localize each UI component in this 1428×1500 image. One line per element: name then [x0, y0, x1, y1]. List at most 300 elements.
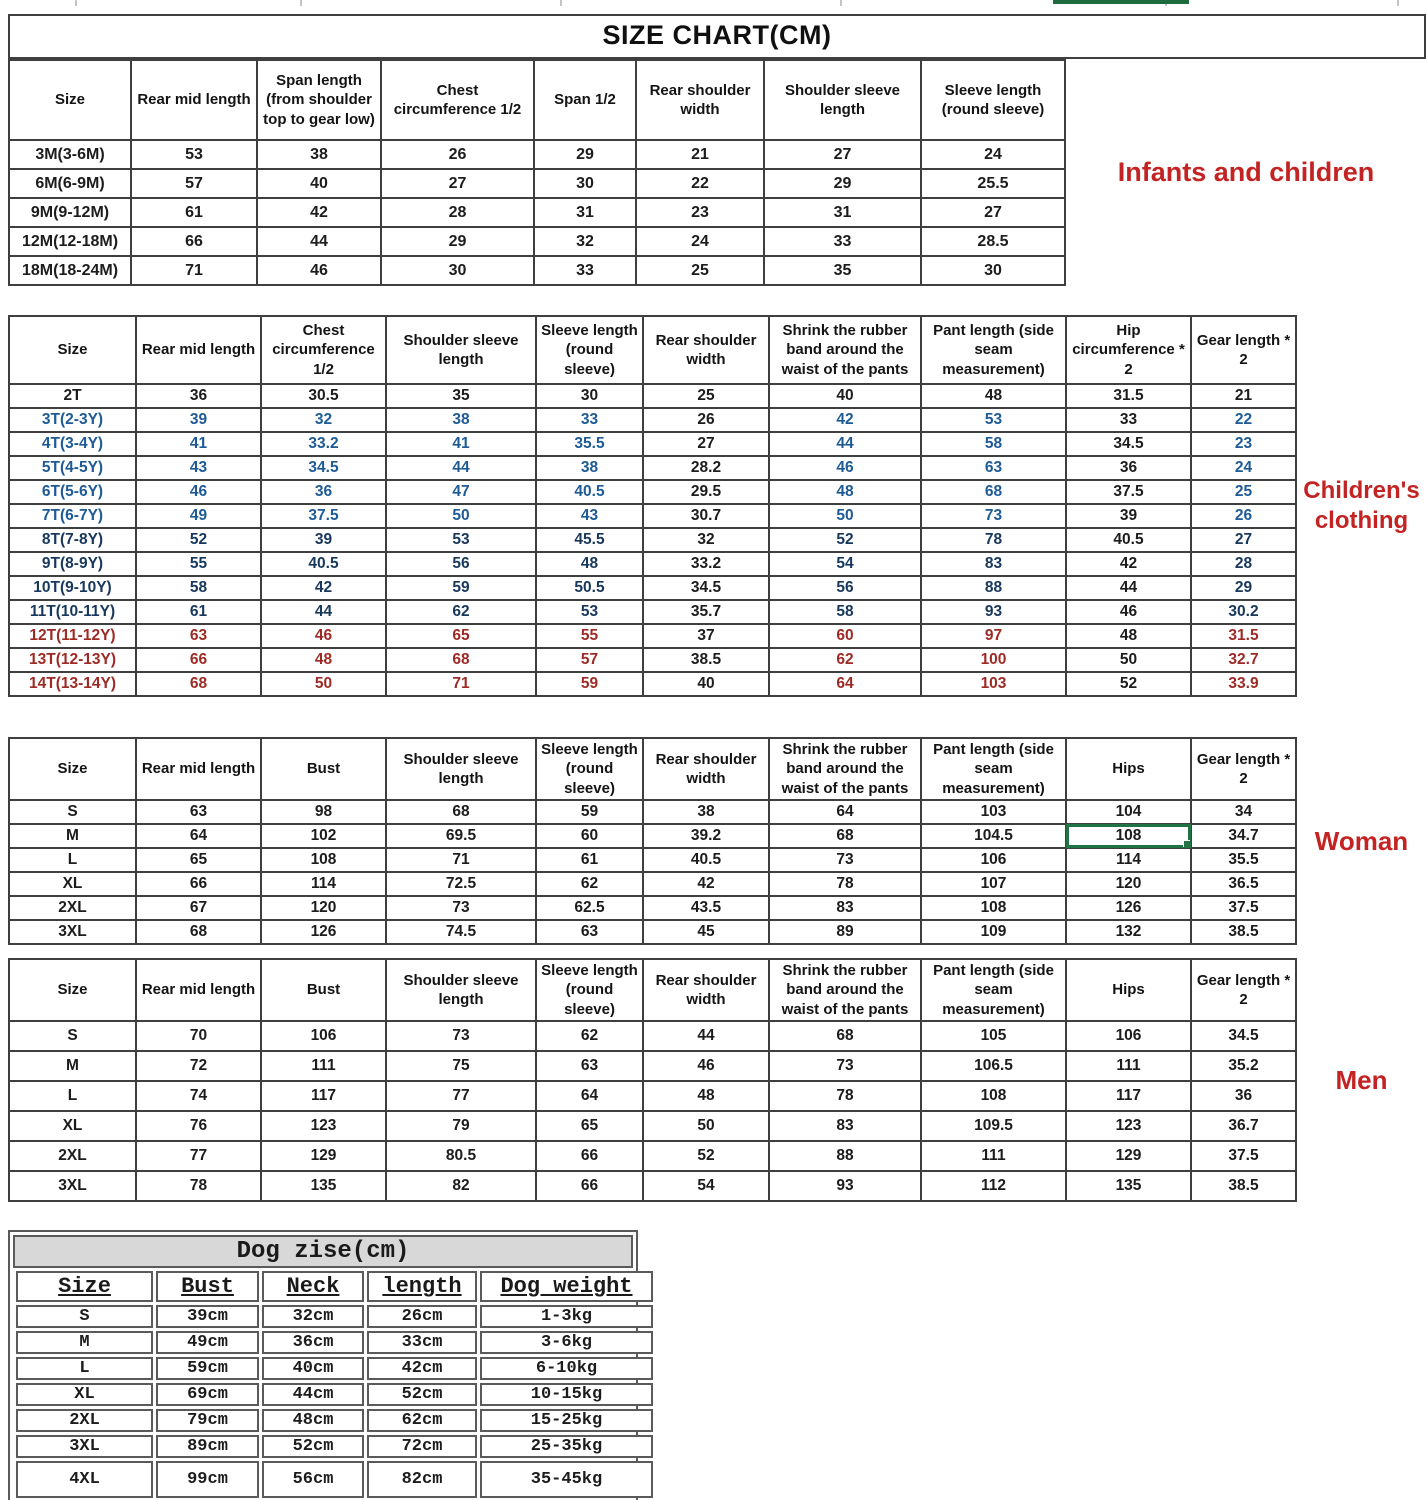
table-cell: 68: [386, 800, 536, 824]
column-header: Shoulder sleeve length: [764, 60, 921, 140]
size-cell: XL: [9, 1111, 136, 1141]
size-cell: 9T(8-9Y): [9, 552, 136, 576]
table-cell: 50: [1066, 648, 1191, 672]
table-cell: 61: [131, 198, 257, 227]
table-cell: 42: [769, 408, 921, 432]
column-header: Sleeve length (round sleeve): [536, 738, 643, 800]
table-cell: 64: [769, 672, 921, 696]
table-cell: 21: [636, 140, 764, 169]
size-cell: L: [9, 1081, 136, 1111]
column-header: Chest circumference 1/2: [381, 60, 534, 140]
size-cell: S: [9, 1021, 136, 1051]
table-cell: 66: [136, 648, 261, 672]
table-cell: 36cm: [262, 1331, 364, 1354]
table-cell: 88: [769, 1141, 921, 1171]
size-cell: 10T(9-10Y): [9, 576, 136, 600]
table-cell: 30: [921, 256, 1065, 285]
table-cell: 66: [536, 1171, 643, 1201]
size-cell: 9M(9-12M): [9, 198, 131, 227]
size-cell: L: [9, 848, 136, 872]
table-cell: 40.5: [1066, 528, 1191, 552]
table-cell: 109.5: [921, 1111, 1066, 1141]
table-cell: 66: [136, 872, 261, 896]
table-row: [9, 1141, 1296, 1171]
table-row: [16, 1383, 653, 1406]
column-header: Shoulder sleeve length: [386, 738, 536, 800]
table-cell: 36: [1191, 1081, 1296, 1111]
table-cell: 55: [136, 552, 261, 576]
table-cell: 66: [536, 1141, 643, 1171]
table-cell: 23: [636, 198, 764, 227]
table-cell: 31.5: [1066, 384, 1191, 408]
table-cell: 28: [1191, 552, 1296, 576]
table-cell: 38.5: [643, 648, 769, 672]
table-cell: 26: [1191, 504, 1296, 528]
woman-size-table: [8, 737, 1297, 945]
table-cell: 59: [536, 672, 643, 696]
table-row: [9, 140, 1065, 169]
table-cell: 37.5: [1191, 896, 1296, 920]
column-header: Gear length * 2: [1191, 738, 1296, 800]
table-row: [9, 1111, 1296, 1141]
size-cell: XL: [9, 872, 136, 896]
table-cell: 25.5: [921, 169, 1065, 198]
table-cell: 29: [534, 140, 636, 169]
table-row: [9, 576, 1296, 600]
column-header: Hips: [1066, 738, 1191, 800]
table-cell: 37.5: [1066, 480, 1191, 504]
table-cell: 54: [769, 552, 921, 576]
infants-table-section: [8, 14, 1426, 286]
table-cell: 46: [643, 1051, 769, 1081]
size-cell: S: [16, 1305, 153, 1328]
table-cell: 57: [131, 169, 257, 198]
table-cell: 78: [769, 872, 921, 896]
header-row: [16, 1271, 653, 1302]
table-cell: 68: [136, 672, 261, 696]
table-cell: 38: [257, 140, 381, 169]
table-cell: 46: [1066, 600, 1191, 624]
table-cell: 73: [769, 848, 921, 872]
table-cell: 23: [1191, 432, 1296, 456]
table-cell: 68: [769, 1021, 921, 1051]
table-cell: 37.5: [1191, 1141, 1296, 1171]
table-cell: 53: [536, 600, 643, 624]
size-cell: 11T(10-11Y): [9, 600, 136, 624]
table-row: [9, 384, 1296, 408]
table-cell: 22: [1191, 408, 1296, 432]
table-cell: 52cm: [262, 1435, 364, 1458]
table-cell: 69.5: [386, 824, 536, 848]
table-cell: 60: [536, 824, 643, 848]
table-cell: 76: [136, 1111, 261, 1141]
table-cell: 103: [921, 672, 1066, 696]
table-cell: 27: [921, 198, 1065, 227]
table-cell: 46: [136, 480, 261, 504]
table-cell: 62.5: [536, 896, 643, 920]
table-cell: 36: [136, 384, 261, 408]
table-cell: 40cm: [262, 1357, 364, 1380]
table-cell: 50: [261, 672, 386, 696]
column-header: Shoulder sleeve length: [386, 316, 536, 384]
table-cell: 42cm: [367, 1357, 477, 1380]
table-cell: 35: [386, 384, 536, 408]
table-row: [9, 800, 1296, 824]
size-cell: 3XL: [9, 920, 136, 944]
table-cell: 43: [136, 456, 261, 480]
table-cell: 52: [643, 1141, 769, 1171]
table-cell: 31.5: [1191, 624, 1296, 648]
table-cell: 70: [136, 1021, 261, 1051]
table-cell: 50: [769, 504, 921, 528]
table-cell: 28: [381, 198, 534, 227]
table-cell: 103: [921, 800, 1066, 824]
table-cell: 48cm: [262, 1409, 364, 1432]
column-header: Bust: [261, 738, 386, 800]
column-header: length: [367, 1271, 477, 1302]
table-cell: 29.5: [643, 480, 769, 504]
table-cell: 72cm: [367, 1435, 477, 1458]
table-cell: 39cm: [156, 1305, 259, 1328]
table-cell: 77: [136, 1141, 261, 1171]
table-cell: 46: [769, 456, 921, 480]
table-cell: 41: [136, 432, 261, 456]
table-cell: 42: [261, 576, 386, 600]
grid-tick: [300, 0, 302, 6]
table-cell: 32cm: [262, 1305, 364, 1328]
table-row: [9, 227, 1065, 256]
table-cell: 30.7: [643, 504, 769, 528]
table-cell: 27: [643, 432, 769, 456]
table-cell: 33: [1066, 408, 1191, 432]
table-cell: 30.2: [1191, 600, 1296, 624]
table-row: [16, 1461, 653, 1498]
size-cell: M: [9, 824, 136, 848]
table-cell: 64: [536, 1081, 643, 1111]
table-cell: 73: [386, 896, 536, 920]
table-cell: 106.5: [921, 1051, 1066, 1081]
table-cell: 63: [136, 800, 261, 824]
column-header: Shoulder sleeve length: [386, 959, 536, 1021]
table-cell: 48: [1066, 624, 1191, 648]
table-cell: 78: [136, 1171, 261, 1201]
table-cell: 63: [136, 624, 261, 648]
table-cell: 105: [921, 1021, 1066, 1051]
column-header: Hip circumference * 2: [1066, 316, 1191, 384]
size-cell: 12T(11-12Y): [9, 624, 136, 648]
table-cell: 65: [536, 1111, 643, 1141]
table-cell: 37.5: [261, 504, 386, 528]
table-cell: 35.5: [1191, 848, 1296, 872]
infants-size-table: [8, 59, 1066, 286]
table-cell: 135: [1066, 1171, 1191, 1201]
table-cell: 35.5: [536, 432, 643, 456]
table-cell: 123: [261, 1111, 386, 1141]
table-cell: 93: [769, 1171, 921, 1201]
table-cell: 53: [131, 140, 257, 169]
table-cell: 25: [643, 384, 769, 408]
table-row: [9, 896, 1296, 920]
table-cell: 106: [921, 848, 1066, 872]
table-cell: 27: [1191, 528, 1296, 552]
table-cell: 32: [261, 408, 386, 432]
table-cell: 79: [386, 1111, 536, 1141]
table-row: [9, 648, 1296, 672]
table-cell: 62: [536, 872, 643, 896]
table-row: [9, 256, 1065, 285]
table-row: [9, 920, 1296, 944]
column-header: Span 1/2: [534, 60, 636, 140]
table-cell: 99cm: [156, 1461, 259, 1498]
children-table-section: [8, 315, 1426, 697]
table-cell: 73: [921, 504, 1066, 528]
table-cell: 68: [136, 920, 261, 944]
table-cell: 6-10kg: [480, 1357, 653, 1380]
table-cell: 53: [386, 528, 536, 552]
size-cell: 2XL: [16, 1409, 153, 1432]
size-cell: 3XL: [9, 1171, 136, 1201]
column-header: Sleeve length (round sleeve): [536, 959, 643, 1021]
table-cell: 42: [643, 872, 769, 896]
table-cell: 117: [1066, 1081, 1191, 1111]
column-header: Neck: [262, 1271, 364, 1302]
table-cell: 54: [643, 1171, 769, 1201]
table-cell: 42: [1066, 552, 1191, 576]
table-cell: 48: [643, 1081, 769, 1111]
table-cell: 71: [386, 848, 536, 872]
table-cell: 129: [1066, 1141, 1191, 1171]
table-cell: 1-3kg: [480, 1305, 653, 1328]
size-cell: 13T(12-13Y): [9, 648, 136, 672]
size-cell: 3M(3-6M): [9, 140, 131, 169]
table-cell: 73: [386, 1021, 536, 1051]
table-cell: 100: [921, 648, 1066, 672]
table-cell: 62: [386, 600, 536, 624]
table-cell: 43: [536, 504, 643, 528]
table-cell: 33: [536, 408, 643, 432]
men-table-section: [8, 958, 1426, 1202]
header-row: [9, 738, 1296, 800]
table-cell: 50: [643, 1111, 769, 1141]
size-cell: 6T(5-6Y): [9, 480, 136, 504]
dog-table-section: [8, 1230, 638, 1500]
table-cell: 78: [921, 528, 1066, 552]
table-cell: 65: [386, 624, 536, 648]
table-cell: 35-45kg: [480, 1461, 653, 1498]
table-cell: 35.2: [1191, 1051, 1296, 1081]
table-cell: 111: [1066, 1051, 1191, 1081]
table-row: [9, 480, 1296, 504]
table-cell: 25: [1191, 480, 1296, 504]
table-cell: 79cm: [156, 1409, 259, 1432]
size-cell: 3T(2-3Y): [9, 408, 136, 432]
table-cell: 40.5: [261, 552, 386, 576]
table-cell: 34.5: [643, 576, 769, 600]
table-cell: 45: [643, 920, 769, 944]
table-cell: 108: [921, 1081, 1066, 1111]
table-cell: 30: [381, 256, 534, 285]
table-row: [9, 824, 1296, 848]
size-cell: 7T(6-7Y): [9, 504, 136, 528]
table-cell: 114: [1066, 848, 1191, 872]
size-cell: 12M(12-18M): [9, 227, 131, 256]
table-cell: 39: [136, 408, 261, 432]
table-cell: 106: [261, 1021, 386, 1051]
table-cell: 104: [1066, 800, 1191, 824]
table-cell: 30: [536, 384, 643, 408]
table-cell: 88: [921, 576, 1066, 600]
table-cell: 25-35kg: [480, 1435, 653, 1458]
table-row: [9, 1051, 1296, 1081]
table-cell: 68: [386, 648, 536, 672]
table-row: [9, 408, 1296, 432]
table-cell: 106: [1066, 1021, 1191, 1051]
grid-tick: [560, 0, 562, 6]
table-cell: 104.5: [921, 824, 1066, 848]
column-header: Size: [9, 60, 131, 140]
table-cell: 46: [257, 256, 381, 285]
table-cell: 49cm: [156, 1331, 259, 1354]
table-row: [9, 1081, 1296, 1111]
table-row: [9, 1021, 1296, 1051]
table-cell: 32.7: [1191, 648, 1296, 672]
table-cell: 26cm: [367, 1305, 477, 1328]
table-cell: 44: [643, 1021, 769, 1051]
size-cell: 14T(13-14Y): [9, 672, 136, 696]
table-cell: 24: [636, 227, 764, 256]
table-cell: 64: [769, 800, 921, 824]
woman-label: Woman: [1314, 825, 1409, 856]
table-cell: 68: [921, 480, 1066, 504]
table-cell: 78: [769, 1081, 921, 1111]
table-cell: 39: [261, 528, 386, 552]
table-cell: 29: [764, 169, 921, 198]
table-cell: 36.7: [1191, 1111, 1296, 1141]
table-row: [9, 169, 1065, 198]
size-cell: 3XL: [16, 1435, 153, 1458]
column-header: Size: [9, 316, 136, 384]
table-cell: 117: [261, 1081, 386, 1111]
table-row: [9, 528, 1296, 552]
men-label: Men: [1335, 1064, 1388, 1095]
table-row: [9, 624, 1296, 648]
table-row: [9, 504, 1296, 528]
table-cell: 33.9: [1191, 672, 1296, 696]
spreadsheet-top-edge: [0, 0, 1428, 13]
table-cell: 69cm: [156, 1383, 259, 1406]
table-cell: 107: [921, 872, 1066, 896]
table-cell: 24: [1191, 456, 1296, 480]
column-header: Dog weight: [480, 1271, 653, 1302]
table-cell: 120: [1066, 872, 1191, 896]
table-cell: 34.5: [1066, 432, 1191, 456]
table-row: [9, 600, 1296, 624]
table-cell: 129: [261, 1141, 386, 1171]
table-row: [9, 456, 1296, 480]
table-cell: 46: [261, 624, 386, 648]
table-cell: 44: [257, 227, 381, 256]
table-cell: 57: [536, 648, 643, 672]
column-header: Gear length * 2: [1191, 959, 1296, 1021]
table-cell: 62cm: [367, 1409, 477, 1432]
table-cell: 40: [257, 169, 381, 198]
table-cell: 40: [769, 384, 921, 408]
table-cell: 50.5: [536, 576, 643, 600]
column-header: Rear mid length: [131, 60, 257, 140]
table-cell: 71: [386, 672, 536, 696]
table-row: [9, 432, 1296, 456]
table-cell: 114: [261, 872, 386, 896]
table-cell: 65: [136, 848, 261, 872]
table-cell: 111: [921, 1141, 1066, 1171]
table-cell: 36: [1066, 456, 1191, 480]
table-cell: 48: [536, 552, 643, 576]
table-cell: 32: [534, 227, 636, 256]
table-cell: 33: [764, 227, 921, 256]
men-size-table: [8, 958, 1297, 1202]
size-cell: 4T(3-4Y): [9, 432, 136, 456]
size-cell: L: [16, 1357, 153, 1380]
table-cell: 33.2: [643, 552, 769, 576]
table-cell: 83: [769, 1111, 921, 1141]
table-cell: 25: [636, 256, 764, 285]
table-cell: 27: [764, 140, 921, 169]
table-cell: 62: [536, 1021, 643, 1051]
table-row: [9, 872, 1296, 896]
selected-column-indicator: [1053, 0, 1189, 4]
table-cell: 89: [769, 920, 921, 944]
table-cell: 44: [1066, 576, 1191, 600]
table-cell: 29: [1191, 576, 1296, 600]
table-cell: 44cm: [262, 1383, 364, 1406]
table-cell: 56: [386, 552, 536, 576]
size-cell: 6M(6-9M): [9, 169, 131, 198]
size-cell: XL: [16, 1383, 153, 1406]
table-cell: 59: [536, 800, 643, 824]
table-row: [9, 1171, 1296, 1201]
size-cell: 2XL: [9, 896, 136, 920]
table-cell: 40: [643, 672, 769, 696]
table-cell: 49: [136, 504, 261, 528]
table-cell: 45.5: [536, 528, 643, 552]
column-header: Pant length (side seam measurement): [921, 738, 1066, 800]
table-cell: 111: [261, 1051, 386, 1081]
table-cell: 89cm: [156, 1435, 259, 1458]
table-cell: 47: [386, 480, 536, 504]
table-cell: 52: [1066, 672, 1191, 696]
table-cell: 38: [643, 800, 769, 824]
table-cell: 72.5: [386, 872, 536, 896]
table-cell: 120: [261, 896, 386, 920]
table-cell: 59cm: [156, 1357, 259, 1380]
table-cell: 44: [261, 600, 386, 624]
table-cell: 40.5: [536, 480, 643, 504]
table-cell: 39: [1066, 504, 1191, 528]
table-cell: 63: [536, 1051, 643, 1081]
table-cell: 97: [921, 624, 1066, 648]
table-cell: 34.5: [261, 456, 386, 480]
table-cell: 3-6kg: [480, 1331, 653, 1354]
table-row: [16, 1409, 653, 1432]
size-cell: M: [9, 1051, 136, 1081]
column-header: Rear shoulder width: [643, 316, 769, 384]
table-cell: 39.2: [643, 824, 769, 848]
table-cell: 50: [386, 504, 536, 528]
table-cell: 108: [921, 896, 1066, 920]
table-cell: 38.5: [1191, 920, 1296, 944]
woman-table-section: [8, 737, 1426, 945]
size-cell: 8T(7-8Y): [9, 528, 136, 552]
